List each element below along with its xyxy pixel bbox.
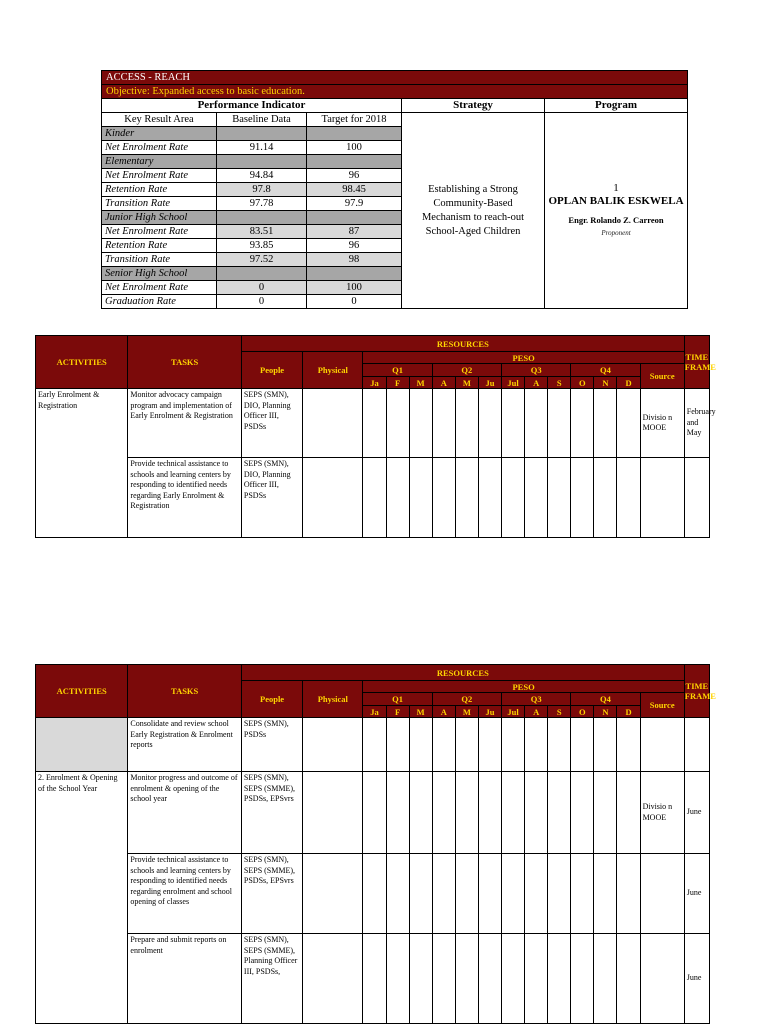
kra-label: Net Enrolment Rate <box>102 281 217 295</box>
program-proponent-role: Proponent <box>601 228 631 237</box>
month-header: F <box>386 377 409 389</box>
program-name: OPLAN BALIK ESKWELA <box>548 194 684 207</box>
tasks-header: TASKS <box>128 336 242 389</box>
strategy-text: Establishing a Strong Community-Based Mechanism to reach-out School-Aged Children <box>421 183 525 237</box>
baseline-value: 0 <box>217 281 307 295</box>
resources-header: RESOURCES <box>241 336 684 352</box>
target-header: Target for 2018 <box>307 113 402 127</box>
baseline-value: 93.85 <box>217 239 307 253</box>
month-header: A <box>432 706 455 718</box>
q4-header: Q4 <box>571 693 640 706</box>
month-header: M <box>409 706 432 718</box>
kra-label: Net Enrolment Rate <box>102 169 217 183</box>
month-header: F <box>386 706 409 718</box>
resources-header: RESOURCES <box>241 665 684 681</box>
group-kinder: Kinder <box>102 127 217 141</box>
month-header: Ju <box>478 377 501 389</box>
group-junior-high: Junior High School <box>102 211 217 225</box>
target-value: 97.9 <box>307 197 402 211</box>
kra-label: Net Enrolment Rate <box>102 225 217 239</box>
physical-header: Physical <box>303 352 363 389</box>
q3-header: Q3 <box>502 693 571 706</box>
month-header: O <box>571 706 594 718</box>
task-cell: Prepare and submit reports on enrolment <box>128 934 242 1024</box>
source-cell: Divisio n MOOE <box>640 389 684 458</box>
strategy-cell <box>402 113 545 309</box>
kra-header: Key Result Area <box>102 113 217 127</box>
month-header: Ja <box>363 377 386 389</box>
time-frame-header: TIME FRAME <box>684 336 709 389</box>
kra-label: Graduation Rate <box>102 295 217 309</box>
target-value: 100 <box>307 141 402 155</box>
activity-cell: Early Enrolment & Registration <box>36 389 128 538</box>
strategy-header: Strategy <box>402 99 545 113</box>
program-proponent-name: Engr. Rolando Z. Carreon <box>568 214 664 225</box>
task-cell: Provide technical assistance to schools and learning centers by responding to identified needs regarding enrolment and school opening of classes <box>128 854 242 934</box>
q1-header: Q1 <box>363 693 432 706</box>
source-cell: Divisio n MOOE <box>640 772 684 854</box>
people-cell: SEPS (SMN), DIO, Planning Officer III, PSDSs <box>241 458 302 538</box>
target-value: 98.45 <box>307 183 402 197</box>
month-header: Jul <box>502 706 525 718</box>
people-cell: SEPS (SMN), DIO, Planning Officer III, PSDSs <box>241 389 302 458</box>
time-frame-cell: June <box>684 934 709 1024</box>
people-cell: SEPS (SMN), PSDSs <box>241 718 302 772</box>
task-cell: Monitor progress and outcome of enrolment & opening of the school year <box>128 772 242 854</box>
month-header: S <box>548 377 571 389</box>
month-header: Jul <box>502 377 525 389</box>
group-elementary: Elementary <box>102 155 217 169</box>
month-header: M <box>455 706 478 718</box>
people-cell: SEPS (SMN), SEPS (SMME), PSDSs, EPSvrs <box>241 854 302 934</box>
baseline-header: Baseline Data <box>217 113 307 127</box>
month-header: D <box>617 706 640 718</box>
task-cell: Provide technical assistance to schools and learning centers by responding to identified needs regarding Early Enrolment & Registration <box>128 458 242 538</box>
activities-header: ACTIVITIES <box>36 665 128 718</box>
month-header: N <box>594 706 617 718</box>
section-title: ACCESS - REACH <box>102 71 688 85</box>
time-frame-cell: June <box>684 854 709 934</box>
month-header: M <box>455 377 478 389</box>
activities-table-2 <box>35 664 716 1024</box>
time-frame-cell: June <box>684 772 709 854</box>
month-header: D <box>617 377 640 389</box>
target-value: 100 <box>307 281 402 295</box>
tasks-header: TASKS <box>128 665 242 718</box>
baseline-value: 94.84 <box>217 169 307 183</box>
program-number: 1 <box>613 181 619 194</box>
month-header: Ja <box>363 706 386 718</box>
month-header: O <box>571 377 594 389</box>
activities-table-1 <box>35 335 716 538</box>
q4-header: Q4 <box>571 364 640 377</box>
q1-header: Q1 <box>363 364 432 377</box>
objective-text: Objective: Expanded access to basic education. <box>102 85 688 99</box>
task-cell: Monitor advocacy campaign program and implementation of Early Enrolment & Registration <box>128 389 242 458</box>
people-header: People <box>241 681 302 718</box>
target-value: 96 <box>307 239 402 253</box>
people-header: People <box>241 352 302 389</box>
target-value: 98 <box>307 253 402 267</box>
baseline-value: 97.52 <box>217 253 307 267</box>
activities-header: ACTIVITIES <box>36 336 128 389</box>
peso-header: PESO <box>363 681 684 693</box>
baseline-value: 83.51 <box>217 225 307 239</box>
kra-label: Retention Rate <box>102 239 217 253</box>
month-header: S <box>548 706 571 718</box>
month-header: M <box>409 377 432 389</box>
baseline-value: 97.78 <box>217 197 307 211</box>
group-senior-high: Senior High School <box>102 267 217 281</box>
program-cell <box>545 113 688 309</box>
program-header: Program <box>545 99 688 113</box>
month-header: A <box>525 377 548 389</box>
performance-table <box>101 70 688 309</box>
kra-label: Transition Rate <box>102 197 217 211</box>
kra-label: Transition Rate <box>102 253 217 267</box>
q3-header: Q3 <box>502 364 571 377</box>
month-header: N <box>594 377 617 389</box>
people-cell: SEPS (SMN), SEPS (SMME), Planning Officer III, PSDSs, <box>241 934 302 1024</box>
peso-header: PESO <box>363 352 684 364</box>
month-header: A <box>432 377 455 389</box>
baseline-value: 0 <box>217 295 307 309</box>
source-header: Source <box>640 364 684 389</box>
time-frame-header: TIME FRAME <box>684 665 709 718</box>
kra-label: Retention Rate <box>102 183 217 197</box>
time-frame-cell: February and May <box>684 389 709 458</box>
physical-header: Physical <box>303 681 363 718</box>
q2-header: Q2 <box>432 693 501 706</box>
people-cell: SEPS (SMN), SEPS (SMME), PSDSs, EPSvrs <box>241 772 302 854</box>
activity-cell: 2. Enrolment & Opening of the School Year <box>36 772 128 1024</box>
baseline-value: 91.14 <box>217 141 307 155</box>
kra-label: Net Enrolment Rate <box>102 141 217 155</box>
baseline-value: 97.8 <box>217 183 307 197</box>
target-value: 96 <box>307 169 402 183</box>
target-value: 0 <box>307 295 402 309</box>
source-header: Source <box>640 693 684 718</box>
month-header: A <box>525 706 548 718</box>
month-header: Ju <box>478 706 501 718</box>
target-value: 87 <box>307 225 402 239</box>
performance-indicator-header: Performance Indicator <box>102 99 402 113</box>
task-cell: Consolidate and review school Early Registration & Enrolment reports <box>128 718 242 772</box>
q2-header: Q2 <box>432 364 501 377</box>
